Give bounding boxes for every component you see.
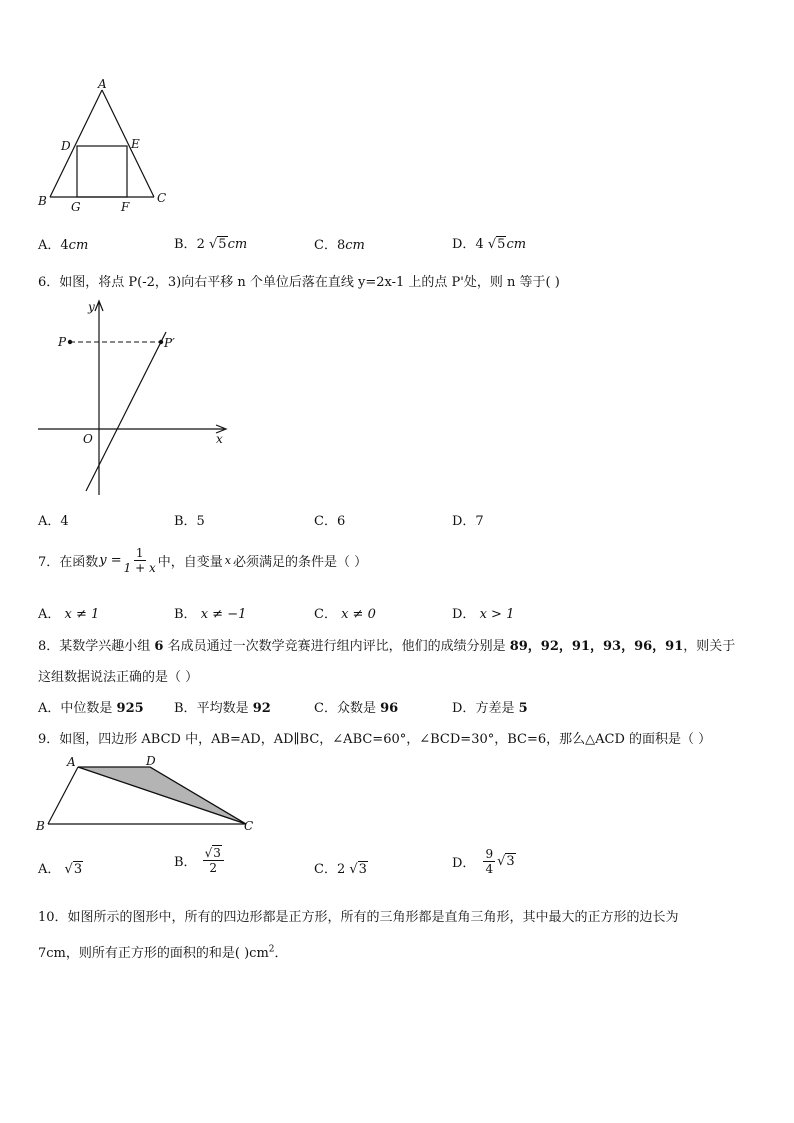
- q5-option-b[interactable]: B．2 √5cm: [174, 237, 248, 252]
- q8-option-c[interactable]: C．众数是 96: [314, 701, 399, 716]
- q6-label-p-prime: P′: [164, 336, 175, 350]
- sqrt-symbol: √3: [204, 846, 221, 860]
- q6-option-d[interactable]: D．7: [452, 514, 484, 529]
- q9-option-b[interactable]: B． $\frac{√3}{2}$: [174, 846, 224, 875]
- q5-label-f: F: [121, 200, 130, 214]
- q6-option-b[interactable]: B．5: [174, 514, 205, 529]
- q8-option-d[interactable]: D．方差是 5: [452, 701, 528, 716]
- q5-square-defg: [77, 146, 127, 197]
- q5-label-a: A: [98, 77, 107, 91]
- q9-option-c[interactable]: C．2 √3: [314, 862, 367, 877]
- q9-b-fraction: $\frac{√3}{2}$: [203, 846, 224, 875]
- q7-fraction: $\frac{1}{1 + x}$: [123, 546, 156, 575]
- q8-text-line2: 这组数据说法正确的是（ ）: [38, 670, 199, 685]
- q7-option-a[interactable]: A． x ≠ 1: [38, 607, 100, 622]
- q9-option-a[interactable]: A． √3: [38, 862, 83, 877]
- q5-option-a[interactable]: A．4cm: [38, 238, 89, 253]
- sqrt-symbol: √5: [208, 237, 227, 252]
- q5-label-e: E: [131, 137, 140, 151]
- q6-line: [86, 332, 166, 491]
- q9-text: 9．如图，四边形 ABCD 中，AB=AD，AD∥BC，∠ABC=60°，∠BCD=30°，BC=6，那么△ACD 的面积是（ ）: [38, 732, 712, 747]
- q5-label-c: C: [157, 191, 167, 205]
- q5-side-ab: [50, 90, 102, 197]
- q5-option-d[interactable]: D．4 √5cm: [452, 237, 527, 252]
- q5-label-g: G: [71, 200, 81, 214]
- q9-label-b: B: [36, 819, 45, 833]
- q9-figure: [30, 750, 270, 835]
- q7-option-b[interactable]: B． x ≠ −1: [174, 607, 247, 622]
- sqrt-symbol: √3: [64, 862, 83, 877]
- q5-label-b: B: [38, 194, 47, 208]
- q5-label-d: D: [61, 139, 71, 153]
- q6-point-p: [68, 340, 72, 344]
- q10-text-line2: 7cm，则所有正方形的面积的和是( )$cm^2$．: [38, 944, 288, 961]
- q8-option-b[interactable]: B．平均数是 92: [174, 701, 271, 716]
- q9-label-d: D: [146, 754, 156, 768]
- q7-text: 7．在函数 y = $\frac{1}{1 + x}$ 中，自变量 x 必须满足的条件是（ ）: [38, 546, 368, 575]
- q6-option-a[interactable]: A．4: [38, 514, 69, 529]
- sqrt-symbol: √3: [497, 854, 515, 869]
- q5-side-ac: [102, 90, 154, 197]
- q9-d-fraction: $\frac{9}{4}$: [485, 847, 494, 876]
- q6-option-c[interactable]: C．6: [314, 514, 346, 529]
- q5-figure: [30, 75, 180, 220]
- q9-label-a: A: [67, 755, 76, 769]
- q8-option-a[interactable]: A．中位数是 925: [38, 701, 144, 716]
- q9-label-c: C: [244, 819, 254, 833]
- q9-option-d[interactable]: D． $\frac{9}{4}$ √3: [452, 847, 515, 876]
- q10-text-line1: 10．如图所示的图形中，所有的四边形都是正方形，所有的三角形都是直角三角形，其中最大的正方形的边长为: [38, 910, 679, 925]
- sqrt-symbol: √3: [349, 862, 367, 877]
- q6-label-y: y: [88, 300, 95, 314]
- q9-side-ab: [48, 767, 78, 824]
- q6-label-o: O: [83, 432, 93, 446]
- q6-point-p-prime: [159, 340, 163, 344]
- sqrt-symbol: √5: [487, 237, 506, 252]
- q8-text-line1: 8．某数学兴趣小组 6 名成员通过一次数学竞赛进行组内评比，他们的成绩分别是 89，92，91，93，96，91，则关于: [38, 639, 736, 654]
- q6-text: 6．如图，将点 P(-2，3)向右平移 n 个单位后落在直线 y=2x-1 上的点 P'处，则 n 等于( ): [38, 275, 560, 290]
- q6-label-p: P: [58, 335, 67, 349]
- q6-label-x: x: [216, 432, 223, 446]
- q6-figure: [30, 295, 240, 500]
- q5-option-c[interactable]: C．8cm: [314, 238, 365, 253]
- q7-option-c[interactable]: C． x ≠ 0: [314, 607, 376, 622]
- q7-option-d[interactable]: D． x > 1: [452, 607, 515, 622]
